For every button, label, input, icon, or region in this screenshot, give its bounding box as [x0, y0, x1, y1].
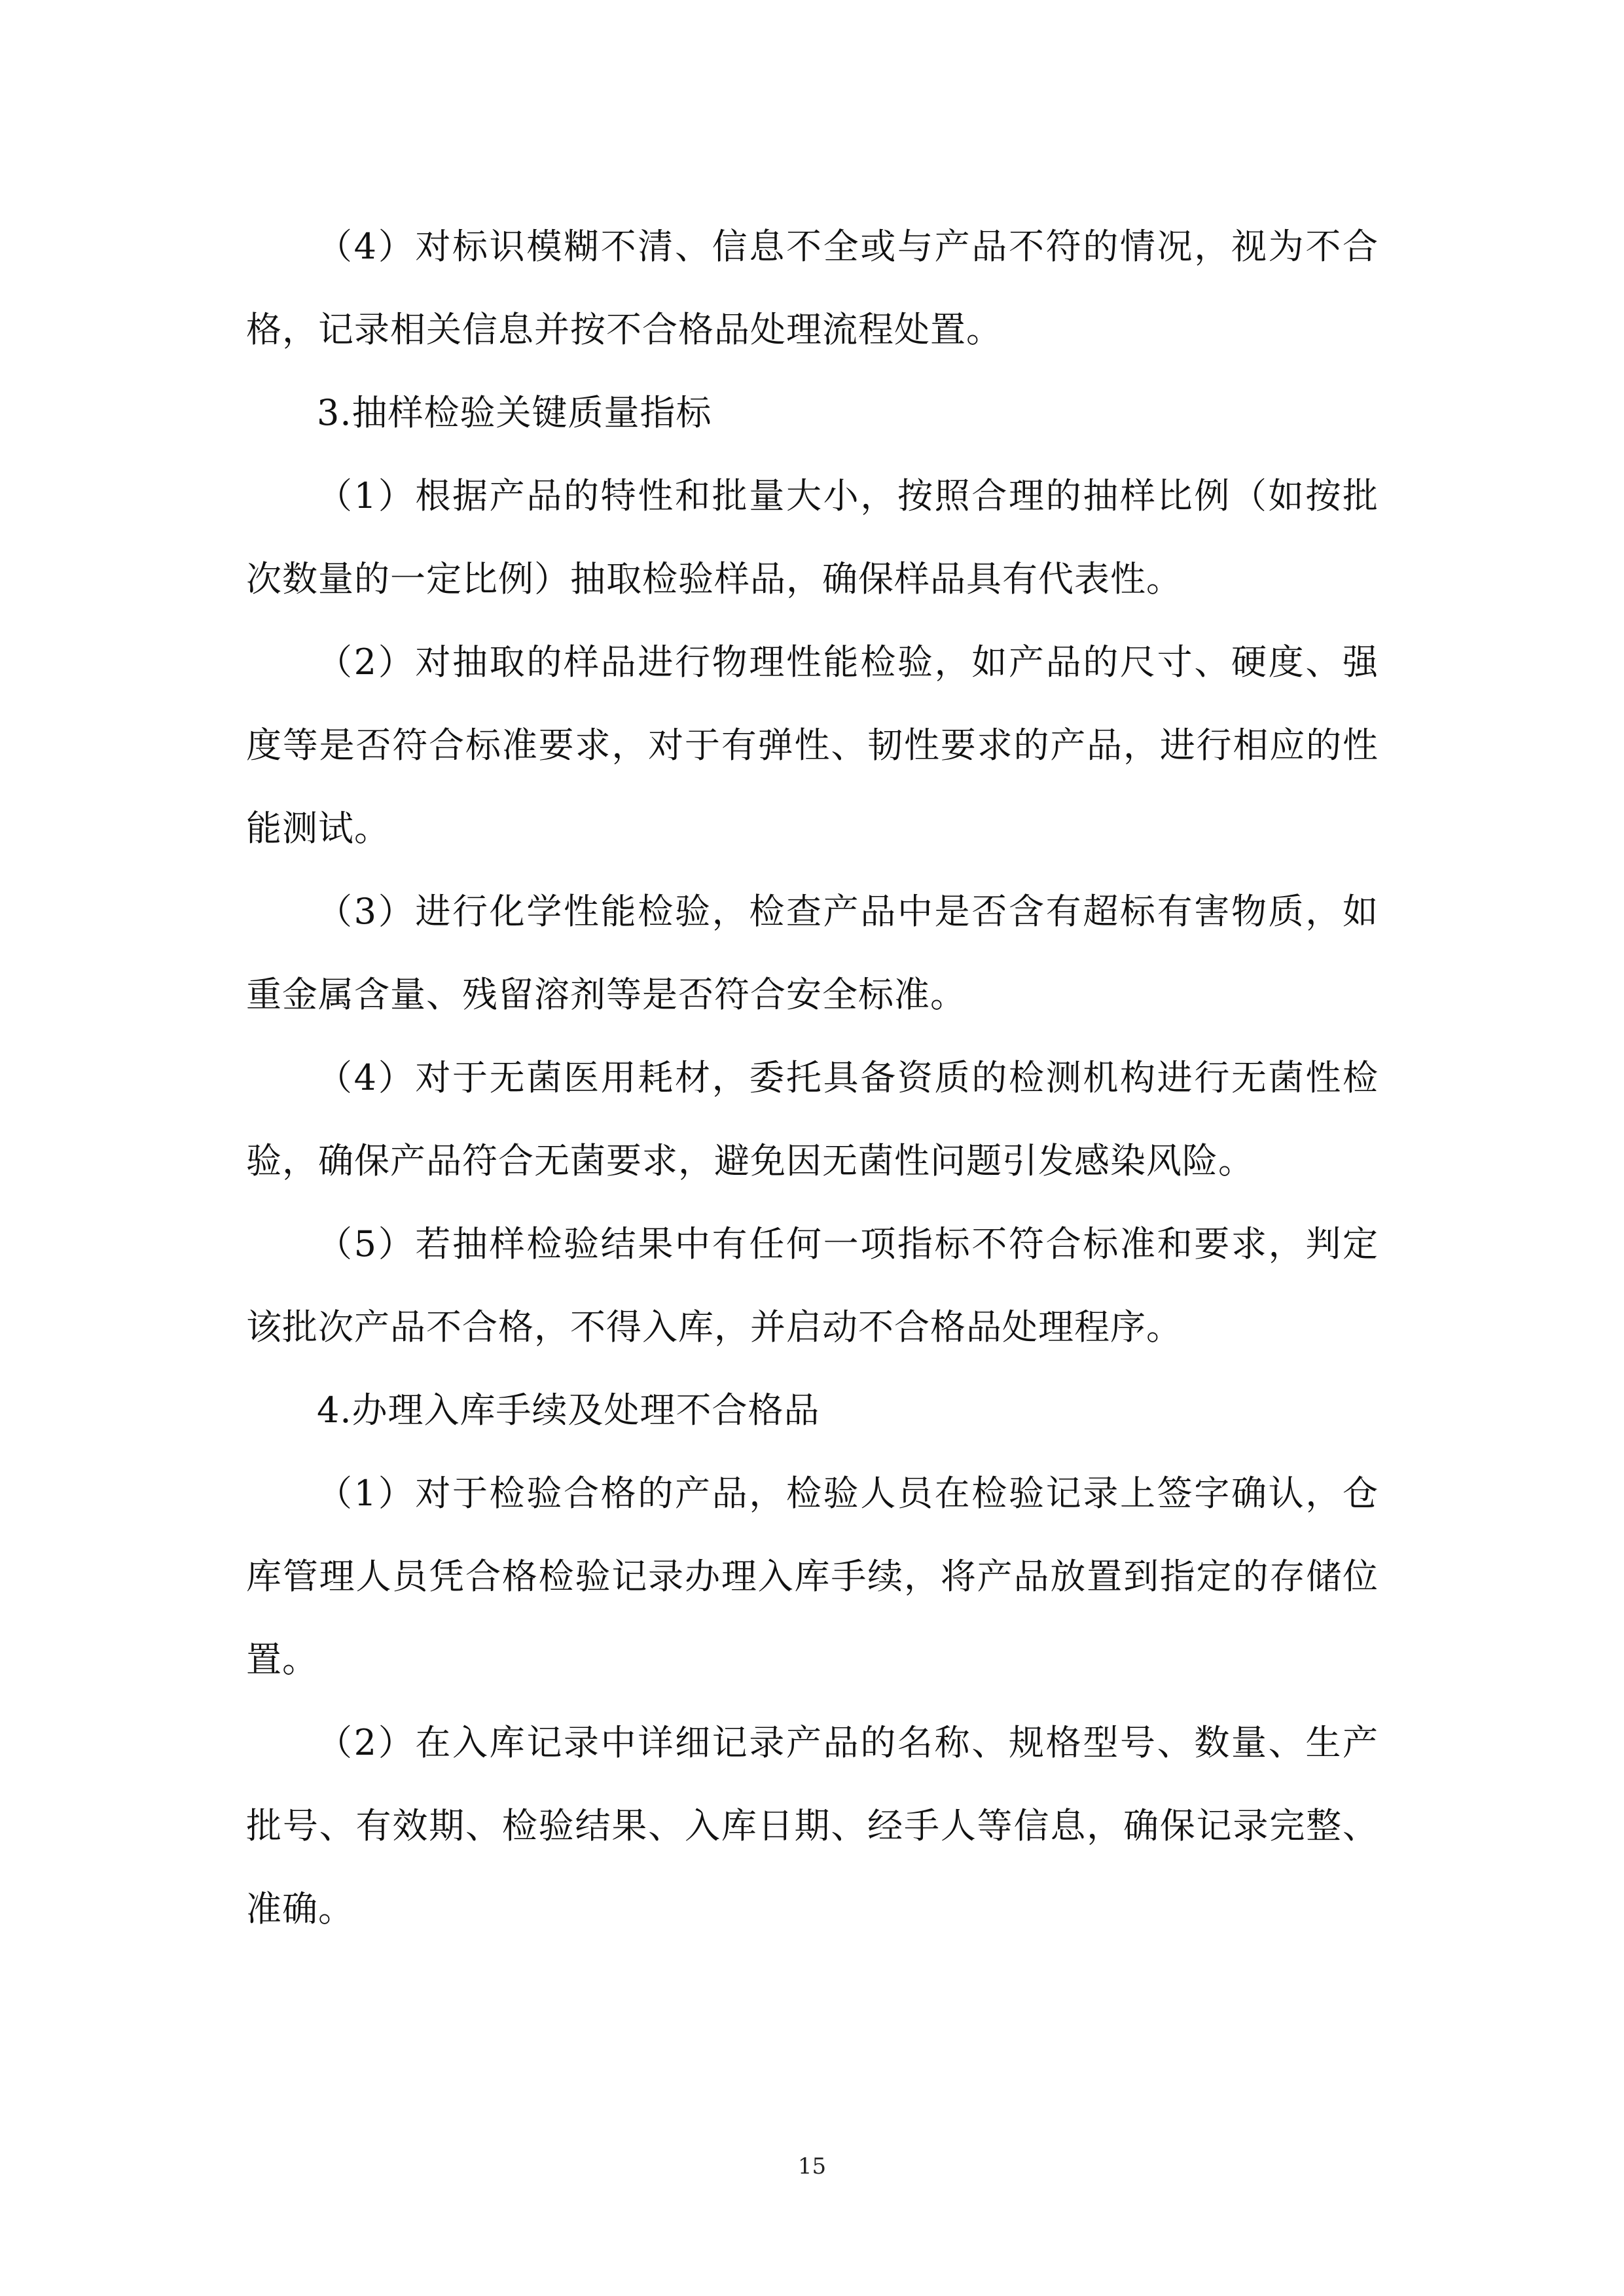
- section-heading-warehousing: 4.办理入库手续及处理不合格品: [317, 1390, 820, 1431]
- paragraph-sampling-4: （4）对于无菌医用耗材，委托具备资质的检测机构进行无菌性检验，确保产品符合无菌要求，避免因无菌性问题引发感染风险。: [246, 1057, 1379, 1181]
- paragraph-sampling-3: （3）进行化学性能检验，检查产品中是否含有超标有害物质，如重金属含量、残留溶剂等是否符合安全标准。: [246, 891, 1379, 1015]
- paragraph-sampling-1: （1）根据产品的特性和批量大小，按照合理的抽样比例（如按批次数量的一定比例）抽取检验样品，确保样品具有代表性。: [246, 475, 1379, 600]
- section-heading-sampling: 3.抽样检验关键质量指标: [317, 392, 712, 433]
- paragraph-sampling-2: （2）对抽取的样品进行物理性能检验，如产品的尺寸、硬度、强度等是否符合标准要求，对于有弹性、韧性要求的产品，进行相应的性能测试。: [246, 641, 1379, 849]
- page-number: 15: [797, 2153, 827, 2179]
- document-body: [246, 205, 1379, 1950]
- paragraph-warehousing-1: （1）对于检验合格的产品，检验人员在检验记录上签字确认，仓库管理人员凭合格检验记录办理入库手续，将产品放置到指定的存储位置。: [246, 1473, 1379, 1680]
- paragraph-sampling-5: （5）若抽样检验结果中有任何一项指标不符合标准和要求，判定该批次产品不合格，不得入库，并启动不合格品处理程序。: [246, 1223, 1379, 1348]
- paragraph-label-check-4: （4）对标识模糊不清、信息不全或与产品不符的情况，视为不合格，记录相关信息并按不合格品处理流程处置。: [246, 226, 1379, 350]
- paragraph-warehousing-2: （2）在入库记录中详细记录产品的名称、规格型号、数量、生产批号、有效期、检验结果、入库日期、经手人等信息，确保记录完整、准确。: [246, 1722, 1379, 1929]
